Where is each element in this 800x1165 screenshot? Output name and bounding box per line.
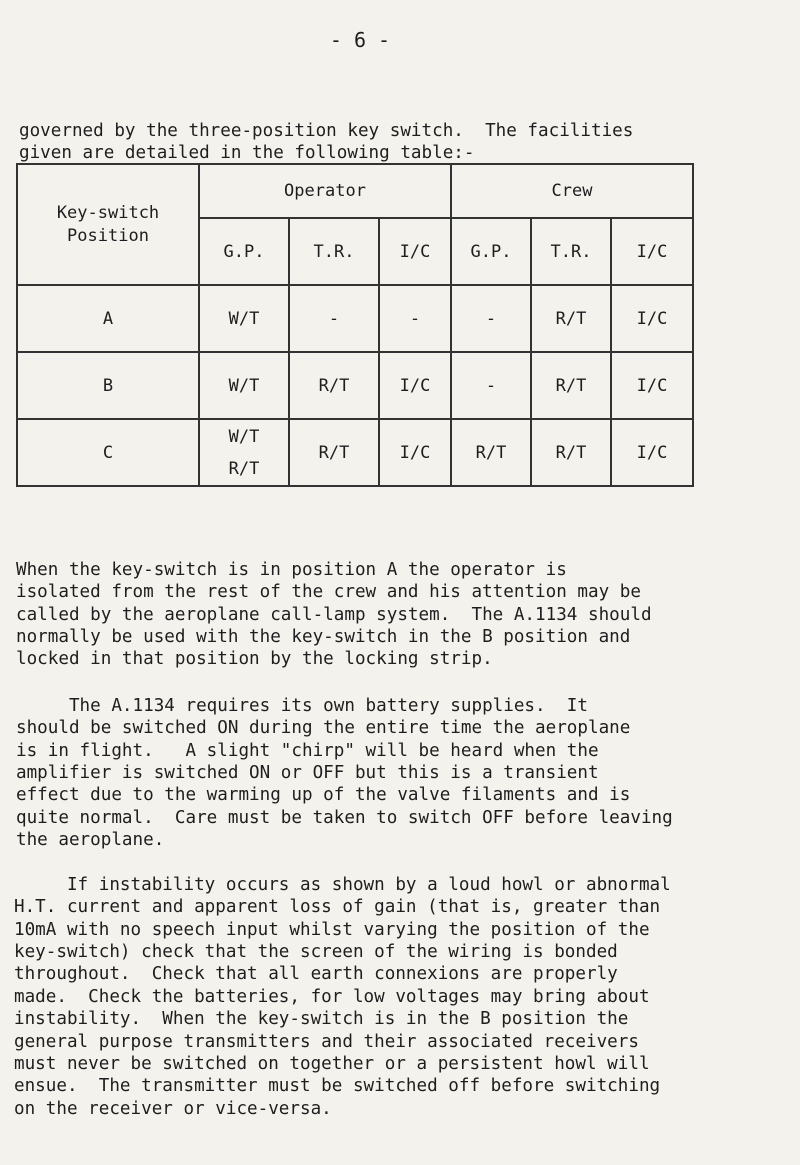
- text-line: amplifier is switched ON or OFF but this is a transient: [16, 763, 599, 784]
- table-row: [17, 285, 693, 352]
- text-line: the aeroplane.: [16, 830, 165, 851]
- subheader-cell: G.P.: [199, 218, 289, 285]
- text-line: should be switched ON during the entire time the aeroplane: [16, 718, 631, 739]
- table-cell: I/C: [611, 285, 693, 352]
- crew-header: Crew: [451, 164, 693, 218]
- facilities-table: [16, 163, 694, 487]
- table-cell: I/C: [611, 352, 693, 419]
- table-row: [17, 419, 693, 486]
- text-line: instability. When the key-switch is in the B position the: [14, 1009, 629, 1030]
- subheader-cell: G.P.: [451, 218, 531, 285]
- key-switch-position-header: [17, 164, 199, 285]
- subheader-cell: I/C: [379, 218, 451, 285]
- text-line: H.T. current and apparent loss of gain (that is, greater than: [14, 897, 661, 918]
- text-line: ensue. The transmitter must be switched off before switching: [14, 1076, 661, 1097]
- page-number: - 6 -: [329, 28, 391, 52]
- table-cell: R/T: [531, 285, 611, 352]
- table-cell: I/C: [379, 352, 451, 419]
- text-line: normally be used with the key-switch in the B position and: [16, 627, 631, 648]
- text-line: on the receiver or vice-versa.: [14, 1098, 332, 1119]
- text-line: general purpose transmitters and their associated receivers: [14, 1031, 639, 1052]
- text-line: given are detailed in the following table:-: [19, 143, 475, 164]
- table-cell: -: [379, 285, 451, 352]
- text-line: key-switch) check that the screen of the wiring is bonded: [14, 942, 618, 963]
- table-cell: R/T: [451, 419, 531, 486]
- table-cell: R/T: [531, 419, 611, 486]
- table-cell: W/T: [199, 352, 289, 419]
- table-cell: W/T: [199, 285, 289, 352]
- table-cell: -: [289, 285, 379, 352]
- cell-line: W/T: [228, 426, 260, 447]
- text-line: must never be switched on together or a persistent howl will: [14, 1054, 650, 1075]
- position-cell: A: [17, 285, 199, 352]
- text-line: effect due to the warming up of the valve filaments and is: [16, 785, 631, 806]
- header-line: Key-switch: [56, 202, 160, 223]
- text-line: throughout. Check that all earth connexions are properly: [14, 964, 618, 985]
- operator-header: Operator: [199, 164, 451, 218]
- text-line: made. Check the batteries, for low voltages may bring about: [14, 986, 650, 1007]
- text-line: governed by the three-position key switch. The facilities: [19, 120, 634, 141]
- subheader-cell: T.R.: [531, 218, 611, 285]
- paragraph-instability: [14, 829, 671, 1165]
- header-line: Position: [67, 225, 149, 246]
- table-row: [17, 352, 693, 419]
- position-cell: B: [17, 352, 199, 419]
- table-cell: -: [451, 352, 531, 419]
- text-line: 10mA with no speech input whilst varying the position of the: [14, 919, 650, 940]
- table-cell: I/C: [611, 419, 693, 486]
- table-cell-stacked: [199, 419, 289, 486]
- text-line: isolated from the rest of the crew and his attention may be: [16, 582, 641, 603]
- subheader-cell: T.R.: [289, 218, 379, 285]
- table-cell: R/T: [289, 352, 379, 419]
- table-cell: R/T: [289, 419, 379, 486]
- text-line: is in flight. A slight "chirp" will be heard when the: [16, 740, 599, 761]
- cell-line: R/T: [228, 458, 260, 479]
- table-cell: I/C: [379, 419, 451, 486]
- text-line: When the key-switch is in position A the operator is: [16, 559, 567, 580]
- text-line: quite normal. Care must be taken to switch OFF before leaving: [16, 807, 673, 828]
- text-line: called by the aeroplane call-lamp system. The A.1134 should: [16, 604, 652, 625]
- text-line: The A.1134 requires its own battery supplies. It: [16, 695, 588, 716]
- position-cell: C: [17, 419, 199, 486]
- table-header-row: [17, 164, 693, 218]
- table-cell: R/T: [531, 352, 611, 419]
- subheader-cell: I/C: [611, 218, 693, 285]
- text-line: locked in that position by the locking strip.: [16, 649, 493, 670]
- text-line: If instability occurs as shown by a loud howl or abnormal: [14, 874, 671, 895]
- table-cell: -: [451, 285, 531, 352]
